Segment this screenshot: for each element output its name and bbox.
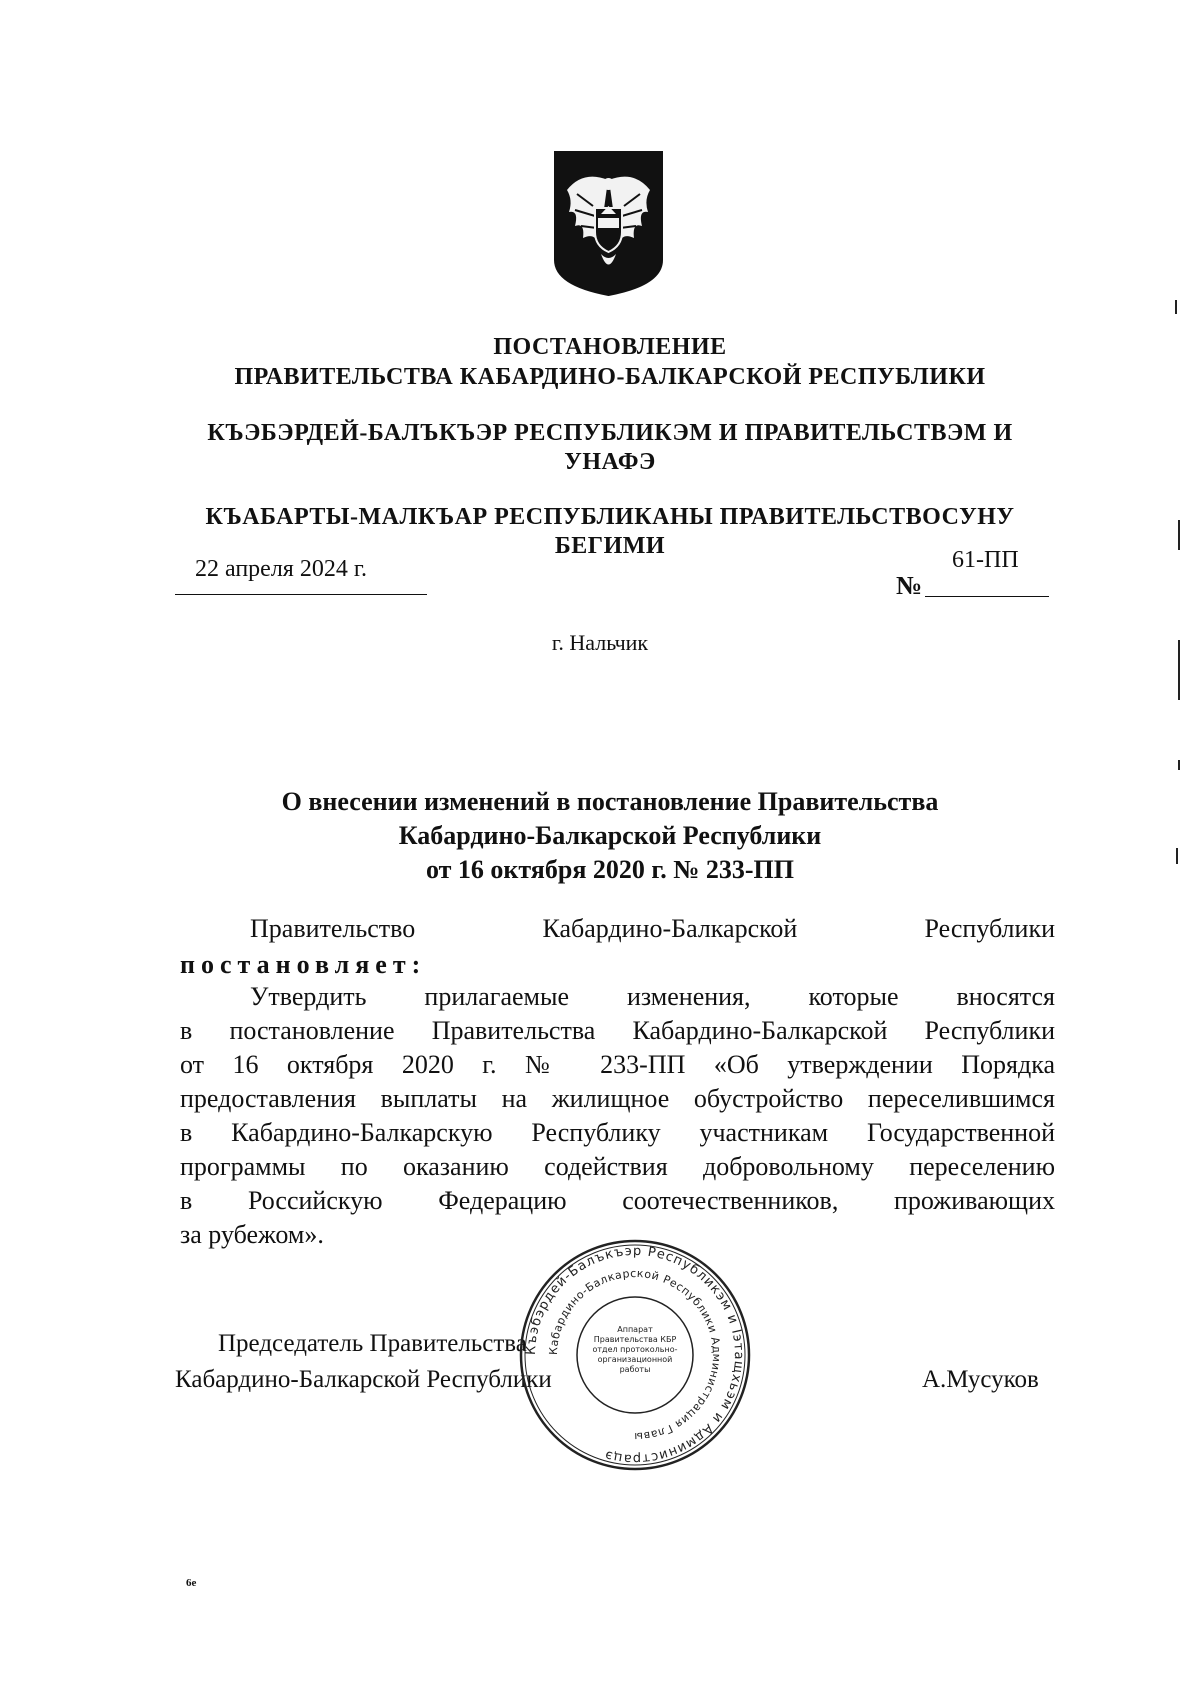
- body-line: Правительство Кабардино-Балкарской Республики: [250, 914, 1055, 943]
- signatory-position-line1: Председатель Правительства: [218, 1330, 527, 1357]
- issuer-heading-balkar: КЪАБАРТЫ-МАЛКЪАР РЕСПУБЛИКАНЫ ПРАВИТЕЛЬСТВОСУНУ: [205, 504, 1015, 530]
- document-title-line1: О внесении изменений в постановление Правительства: [281, 787, 939, 816]
- scan-artifact: [1178, 760, 1180, 770]
- document-title-line2: Кабардино-Балкарской Республики: [398, 821, 822, 850]
- issuer-heading-kabardian: КЪЭБЭРДЕЙ-БАЛЪКЪЭР РЕСПУБЛИКЭМ И ПРАВИТЕЛЬСТВЭМ И: [207, 420, 1013, 446]
- body-line: от 16 октября 2020 г. № 233-ПП «Об утверждении Порядка: [180, 1050, 1055, 1079]
- issuer-heading-kabardian-cont: УНАФЭ: [564, 449, 656, 475]
- signatory-name: А.Мусуков: [922, 1366, 1039, 1393]
- body-line: в Кабардино-Балкарскую Республику участникам Государственной: [180, 1118, 1055, 1147]
- number-label: №: [896, 571, 923, 600]
- scan-artifact: [1176, 848, 1178, 864]
- scan-artifact: [1178, 520, 1180, 550]
- body-line: за рубежом».: [180, 1220, 324, 1249]
- scan-artifact: [1175, 300, 1177, 314]
- city: г. Нальчик: [551, 630, 649, 655]
- stamp-outer-text: Къэбэрдей-Балъкъэр Республикэм и Iэтащхьэм и Администрацэ: [523, 1243, 747, 1467]
- number-underline: [925, 596, 1049, 597]
- body-line: программы по оказанию содействия добровольному переселению: [180, 1152, 1055, 1181]
- date-underline: [175, 594, 427, 595]
- body-line: в постановление Правительства Кабардино-Балкарской Республики: [180, 1016, 1055, 1045]
- signatory-position-line2: Кабардино-Балкарской Республики: [175, 1366, 552, 1393]
- scan-artifact: [1178, 640, 1180, 700]
- document-title-line3: от 16 октября 2020 г. № 233-ПП: [425, 855, 795, 884]
- coat-of-arms-emblem: [553, 150, 664, 297]
- document-date: 22 апреля 2024 г.: [195, 556, 367, 582]
- body-line: предоставления выплаты на жилищное обустройство переселившимся: [180, 1084, 1055, 1113]
- document-number: 61-ПП: [952, 547, 1019, 573]
- resolves-keyword: постановляет:: [180, 950, 427, 979]
- issuer-heading-balkar-cont: БЕГИМИ: [554, 533, 666, 559]
- body-line: в Российскую Федерацию соотечественников, проживающих: [180, 1186, 1055, 1215]
- stamp-inner-text: Аппарат Правительства КБР отдел протокольно-организационной работы: [592, 1325, 678, 1374]
- official-seal-stamp: [515, 1235, 755, 1475]
- document-type-heading: ПОСТАНОВЛЕНИЕ: [493, 334, 727, 360]
- issuer-heading-russian: ПРАВИТЕЛЬСТВА КАБАРДИНО-БАЛКАРСКОЙ РЕСПУБЛИКИ: [234, 364, 986, 390]
- body-line: Утвердить прилагаемые изменения, которые вносятся: [250, 982, 1055, 1011]
- footer-mark: 6е: [186, 1577, 197, 1589]
- stamp-middle-text: Кабардино-Балкарской Республики Администрация Главы: [546, 1266, 724, 1444]
